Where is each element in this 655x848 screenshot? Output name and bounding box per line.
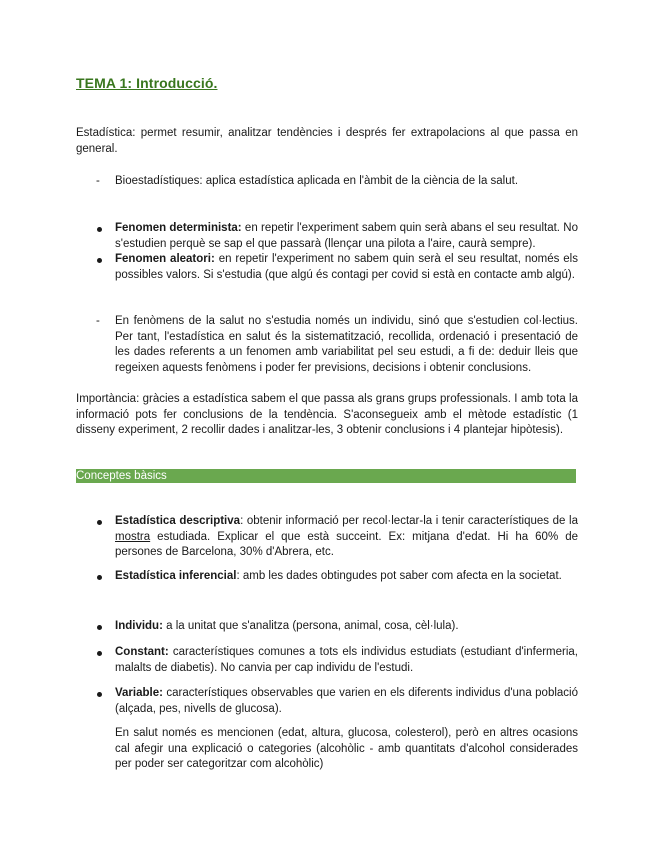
bullet-icon: [97, 258, 102, 263]
bullet-icon: [97, 625, 102, 630]
mostra-word: mostra: [115, 530, 151, 543]
bullet-icon: [97, 575, 102, 580]
bullet-icon: [97, 692, 102, 697]
aleatori-desc: en repetir l'experiment no sabem quin serà el seu resultat, només els possibles valors. Si s'estudia (que algú és contagi per covid si està en contacte amb algú).: [115, 253, 578, 281]
bullet-icon: [97, 227, 102, 232]
individu-term: Individu:: [115, 620, 163, 632]
variable-extra-paragraph: En salut només es mencionen (edat, altura, glucosa, colesterol), però en altres ocasions cal afegir una explicació o categories (alcohòlic - amb quantitats d'alcohol considerades per poder ser categoritzar com alcohòlic): [115, 727, 578, 770]
determinista-text: [115, 221, 578, 252]
descriptiva-text: [115, 514, 578, 561]
descriptiva-desc-b: estudiada. Explicar el que està succeint. Ex: mitjana d'edat. Hi ha 60% de persones de Barcelona, 30% d'Abrera, etc.: [115, 530, 578, 558]
constant-desc: característiques comunes a tots els individus estudiats (estudiant d'infermeria, malalts de diabetis). No canvia per cap individu de l'estudi.: [115, 646, 578, 674]
variable-term: Variable:: [115, 687, 163, 699]
determinista-desc: en repetir l'experiment sabem quin serà abans el seu resultat. No s'estudien perquè se sap el que passarà (llençar una pilota a l'aire, caurà sempre).: [115, 222, 578, 250]
dash-marker: -: [96, 315, 100, 327]
fenomens-salut-text: En fenòmens de la salut no s'estudia només un individu, sinó que s'estudien col·lectius. Per tant, l'estadística en salut és la sistematització, recollida, ordenació i presentació de les dades referents a un fenomen amb variabilitat pel seu estudi, a fi de: deduir lleis que regeixen aquests fenòmens i poder fer previsions, decisions i obtenir conclusions.: [115, 315, 578, 374]
importancia-paragraph: Importància: gràcies a estadística sabem el que passa als grans grups professionals. I amb tota la informació pots fer conclusions de la tendència. S'aconsegueix amb el mètode estadístic (1 disseny experiment, 2 recollir dades i analitzar-les, 3 obtenir conclusions i 4 plantejar hipòtesis).: [76, 393, 578, 436]
inferencial-term: Estadística inferencial: [115, 570, 237, 582]
descriptiva-term: Estadística descriptiva: [115, 515, 241, 527]
aleatori-text: [115, 252, 578, 283]
section-heading-conceptes: Conceptes bàsics: [76, 469, 576, 483]
constant-text: [115, 645, 578, 676]
descriptiva-desc-a: : obtenir informació per recol·lectar-la i tenir característiques de la: [240, 515, 578, 527]
bullet-icon: [97, 520, 102, 525]
variable-desc: característiques observables que varien en els diferents individus d'una població (alçada, pes, nivells de glucosa).: [115, 687, 578, 715]
bullet-icon: [97, 651, 102, 656]
bioestadistiques-text: Bioestadístiques: aplica estadística aplicada en l'àmbit de la ciència de la salut.: [115, 175, 519, 187]
intro-paragraph: Estadística: permet resumir, analitzar tendències i després fer extrapolacions al que passa en general.: [76, 127, 578, 155]
page-title: TEMA 1: Introducció.: [76, 75, 218, 91]
inferencial-text: [115, 569, 578, 585]
aleatori-term: Fenomen aleatori:: [115, 253, 215, 265]
variable-text: [115, 686, 578, 717]
inferencial-desc: : amb les dades obtingudes pot saber com afecta en la societat.: [236, 570, 562, 582]
constant-term: Constant:: [115, 646, 169, 658]
individu-text: [115, 619, 578, 635]
individu-desc: a la unitat que s'analitza (persona, animal, cosa, cèl·lula).: [162, 620, 459, 632]
determinista-term: Fenomen determinista:: [115, 222, 242, 234]
dash-marker: -: [96, 175, 100, 187]
